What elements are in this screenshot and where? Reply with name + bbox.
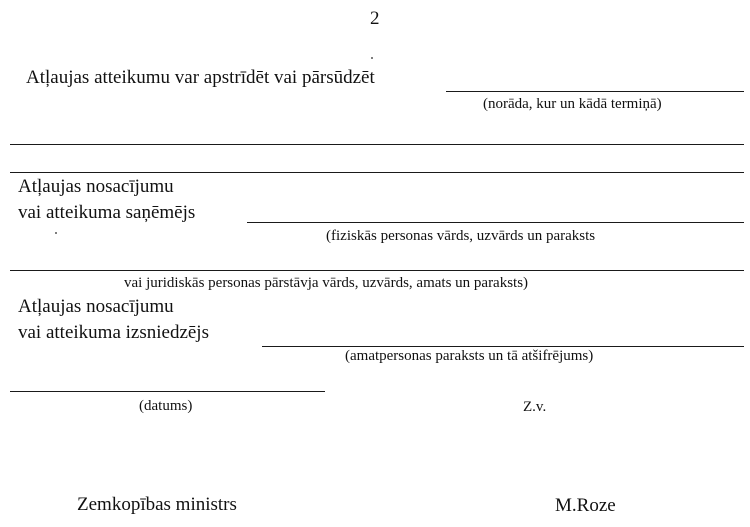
scan-speck: [371, 57, 373, 59]
recipient-label-line1: Atļaujas nosacījumu: [18, 176, 174, 197]
recipient-caption-line1: (fiziskās personas vārds, uzvārds un paraksts: [326, 228, 596, 244]
date-line: [10, 391, 325, 392]
appeal-extra-line-1: [10, 144, 744, 145]
seal-placeholder: Z.v.: [523, 399, 547, 415]
issuer-label-line2: vai atteikuma izsniedzējs: [18, 322, 209, 343]
signatory-name: M.Roze: [555, 495, 616, 516]
appeal-text: Atļaujas atteikumu var apstrīdēt vai pārsūdzēt: [26, 67, 375, 88]
appeal-blank-line: [446, 91, 744, 92]
date-caption: (datums): [139, 398, 193, 414]
scan-speck-2: [55, 232, 57, 234]
issuer-signature-line: [262, 346, 744, 347]
issuer-caption: (amatpersonas paraksts un tā atšifrējums): [345, 348, 594, 364]
recipient-signature-line: [247, 222, 744, 223]
appeal-caption: (norāda, kur un kādā termiņā): [483, 96, 662, 112]
signatory-title: Zemkopības ministrs: [77, 494, 237, 515]
appeal-extra-line-2: [10, 172, 744, 173]
recipient-caption-line2: vai juridiskās personas pārstāvja vārds, uzvārds, amats un paraksts): [124, 275, 529, 291]
recipient-label-line2: vai atteikuma saņēmējs: [18, 202, 196, 223]
recipient-continuation-line: [10, 270, 744, 271]
issuer-label-line1: Atļaujas nosacījumu: [18, 296, 174, 317]
page-number: 2: [370, 8, 380, 29]
